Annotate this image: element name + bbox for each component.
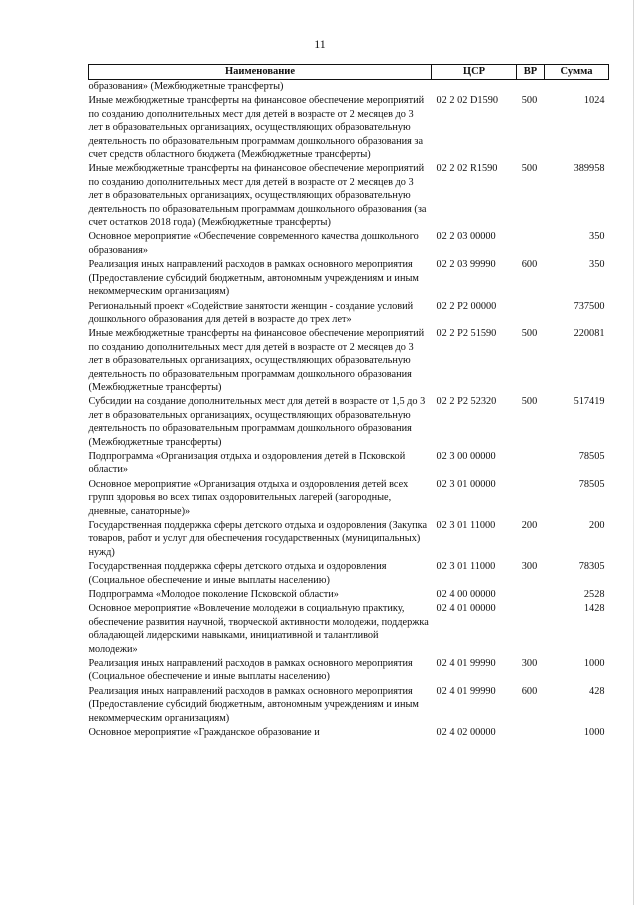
cell-csr: 02 2 P2 00000 xyxy=(436,300,497,312)
cell-sum: 2528 xyxy=(583,589,605,601)
cell-name: Региональный проект «Содействие занятости женщин - создание условий дошкольного образования для детей в возрасте до трех лет» xyxy=(88,300,414,325)
table-row xyxy=(89,80,609,94)
cell-vr: 300 xyxy=(521,658,538,670)
cell-vr xyxy=(517,229,545,257)
cell-sum: 1000 xyxy=(583,727,605,739)
cell-name: Основное мероприятие «Вовлечение молодежи в социальную практику, обеспечение развития научной, творческой активности молодежи, поддержка обладающей лидерскими навыками, инициативной и талантливой молодежи» xyxy=(88,603,429,655)
cell-vr: 300 xyxy=(521,561,538,573)
cell-csr: 02 3 01 00000 xyxy=(436,478,496,490)
table-row xyxy=(89,93,609,161)
table-row xyxy=(89,656,609,684)
budget-table xyxy=(88,64,609,740)
cell-sum: 350 xyxy=(589,259,605,271)
cell-name: Иные межбюджетные трансферты на финансовое обеспечение мероприятий по созданию дополнительных мест для детей в возрасте от 2 месяцев до 3 лет в образовательных организациях, осуществляющих образовательную деятельность по образовательным программам дошкольного образования (Межбюджетные трансферты) xyxy=(88,328,425,393)
cell-csr: 02 2 03 99990 xyxy=(436,259,496,271)
table-row xyxy=(89,449,609,477)
cell-csr: 02 4 00 00000 xyxy=(436,589,496,601)
table-row xyxy=(89,477,609,518)
cell-csr: 02 2 P2 52320 xyxy=(436,396,497,408)
cell-csr: 02 4 01 99990 xyxy=(436,658,496,670)
cell-sum: 1428 xyxy=(583,603,605,615)
table-row xyxy=(89,684,609,725)
table-row xyxy=(89,559,609,587)
cell-vr xyxy=(517,299,545,327)
cell-name: Реализация иных направлений расходов в рамках основного мероприятия (Предоставление субсидий бюджетным, автономным учреждениям и иным некоммерческим организациям) xyxy=(88,259,419,298)
table-body xyxy=(89,80,609,740)
cell-csr: 02 2 03 00000 xyxy=(436,231,496,243)
cell-name: Основное мероприятие «Организация отдыха и оздоровления детей всех групп здоровья во всех типах оздоровительных лагерей (загородные, дневные, санаторные)» xyxy=(88,478,409,517)
table-row xyxy=(89,299,609,327)
cell-csr: 02 4 01 99990 xyxy=(436,685,496,697)
table-row xyxy=(89,257,609,298)
cell-name: образования» (Межбюджетные трансферты) xyxy=(88,81,284,92)
cell-name: Субсидии на создание дополнительных мест для детей в возрасте от 1,5 до 3 лет в образовательных организациях, осуществляющих образовательную деятельность по образовательным программам дошкольного образования (Межбюджетные трансферты) xyxy=(88,396,426,448)
cell-vr xyxy=(517,587,545,601)
cell-sum: 1024 xyxy=(583,95,605,107)
table-row xyxy=(89,518,609,559)
cell-vr xyxy=(517,477,545,518)
cell-name: Подпрограмма «Молодое поколение Псковской области» xyxy=(88,589,339,601)
cell-name: Государственная поддержка сферы детского отдыха и оздоровления (Закупка товаров, работ и услуг для обеспечения государственных (муниципальных) нужд) xyxy=(88,520,428,558)
cell-csr: 02 2 P2 51590 xyxy=(436,328,497,340)
cell-name: Реализация иных направлений расходов в рамках основного мероприятия (Социальное обеспечение и иные выплаты населению) xyxy=(88,658,413,683)
cell-sum: 517419 xyxy=(573,396,605,408)
cell-vr: 500 xyxy=(521,95,538,107)
cell-vr: 600 xyxy=(521,685,538,697)
cell-vr: 500 xyxy=(521,328,538,340)
table-row xyxy=(89,601,609,656)
cell-sum xyxy=(545,80,609,94)
cell-vr xyxy=(517,80,545,94)
cell-csr xyxy=(432,80,517,94)
table-row xyxy=(89,725,609,739)
header-vr: ВР xyxy=(517,65,545,80)
cell-name: Иные межбюджетные трансферты на финансовое обеспечение мероприятий по созданию дополнительных мест для детей в возрасте от 2 месяцев до 3 лет в образовательных организациях, осуществляющих образовательную деятельность по образовательным программам дошкольного образования за счет средств областного бюджета (Межбюджетные трансферты) xyxy=(88,95,425,161)
cell-name: Реализация иных направлений расходов в рамках основного мероприятия (Предоставление субсидий бюджетным, автономным учреждениям и иным некоммерческим организациям) xyxy=(88,685,419,724)
cell-csr: 02 4 01 00000 xyxy=(436,603,496,615)
header-name: Наименование xyxy=(89,65,432,80)
cell-vr: 500 xyxy=(521,163,538,175)
table-row xyxy=(89,229,609,257)
cell-name: Государственная поддержка сферы детского отдыха и оздоровления (Социальное обеспечение и иные выплаты населению) xyxy=(88,561,387,586)
cell-sum: 389958 xyxy=(573,163,605,175)
page-number: 11 xyxy=(314,37,326,51)
table-row xyxy=(89,326,609,394)
cell-csr: 02 3 00 00000 xyxy=(436,450,496,462)
cell-csr: 02 2 02 D1590 xyxy=(436,95,498,107)
cell-vr xyxy=(517,449,545,477)
cell-csr: 02 4 02 00000 xyxy=(436,727,496,739)
cell-vr xyxy=(517,725,545,739)
cell-sum: 737500 xyxy=(573,300,605,312)
cell-vr xyxy=(517,601,545,656)
header-csr: ЦСР xyxy=(432,65,517,80)
cell-csr: 02 3 01 11000 xyxy=(436,561,496,573)
cell-csr: 02 3 01 11000 xyxy=(436,520,496,531)
cell-sum: 78505 xyxy=(578,450,605,462)
cell-sum: 1000 xyxy=(583,658,605,670)
page-edge xyxy=(633,0,634,905)
cell-vr: 600 xyxy=(521,259,538,271)
cell-sum: 220081 xyxy=(573,328,605,340)
cell-sum: 78305 xyxy=(578,561,605,573)
cell-vr: 500 xyxy=(521,396,538,408)
table-row xyxy=(89,394,609,449)
cell-sum: 78505 xyxy=(578,478,605,490)
table-header xyxy=(89,65,609,80)
table-row xyxy=(89,587,609,601)
cell-name: Иные межбюджетные трансферты на финансовое обеспечение мероприятий по созданию дополнительных мест для детей в возрасте от 2 месяцев до 3 лет в образовательных организациях, осуществляющих образовательную деятельность по образовательным программам дошкольного образования (за счет остатков 2018 года) (Межбюджетные трансферты) xyxy=(88,163,427,229)
table-row xyxy=(89,161,609,229)
cell-name: Подпрограмма «Организация отдыха и оздоровления детей в Псковской области» xyxy=(88,450,406,476)
cell-vr: 200 xyxy=(521,520,538,531)
cell-csr: 02 2 02 R1590 xyxy=(436,163,498,175)
cell-sum: 350 xyxy=(589,231,605,243)
cell-name: Основное мероприятие «Гражданское образование и xyxy=(88,727,320,739)
header-sum: Сумма xyxy=(545,65,609,80)
cell-sum: 428 xyxy=(589,685,605,697)
cell-name: Основное мероприятие «Обеспечение современного качества дошкольного образования» xyxy=(88,231,419,256)
cell-sum: 200 xyxy=(589,520,605,531)
